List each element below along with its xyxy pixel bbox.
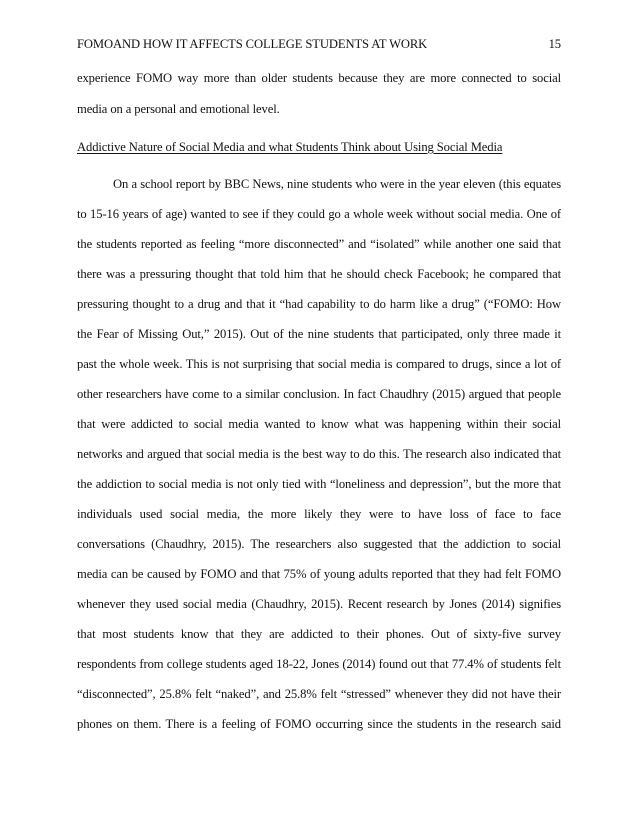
body-line: respondents from college students aged 18-22, Jones (2014) found out that 77.4% of students felt [77, 657, 561, 671]
body-line: phones on them. There is a feeling of FOMO occurring since the students in the research said [77, 717, 561, 731]
body-line: pressuring thought to a drug and that it “had capability to do harm like a drug” (“FOMO: How [77, 297, 561, 311]
running-head: FOMOAND HOW IT AFFECTS COLLEGE STUDENTS AT WORK [77, 37, 428, 51]
body-line: other researchers have come to a similar conclusion. In fact Chaudhry (2015) argued that people [77, 387, 561, 401]
body-line: the students reported as feeling “more disconnected” and “isolated” while another one said that [77, 237, 561, 251]
page-number: 15 [548, 37, 561, 51]
body-line: there was a pressuring thought that told him that he should check Facebook; he compared that [77, 267, 561, 281]
body-line: “disconnected”, 25.8% felt “naked”, and 25.8% felt “stressed” whenever they did not have their [77, 687, 561, 701]
body-line: the addiction to social media is not only tied with “loneliness and depression”, but the more that [77, 477, 561, 491]
paragraph-first-line: On a school report by BBC News, nine students who were in the year eleven (this equates [113, 177, 561, 191]
body-line: that most students know that they are addicted to their phones. Out of sixty-five survey [77, 627, 561, 641]
body-line: networks and argued that social media is the best way to do this. The research also indicated that [77, 447, 561, 461]
body-line: conversations (Chaudhry, 2015). The researchers also suggested that the addiction to social [77, 537, 561, 551]
body-line: to 15-16 years of age) wanted to see if they could go a whole week without social media. One of [77, 207, 561, 221]
section-heading: Addictive Nature of Social Media and what Students Think about Using Social Media [77, 140, 503, 154]
body-line: past the whole week. This is not surprising that social media is compared to drugs, since a lot of [77, 357, 561, 371]
body-line: individuals used social media, the more likely they were to have loss of face to face [77, 507, 561, 521]
body-line: media on a personal and emotional level. [77, 102, 280, 116]
body-line: the Fear of Missing Out,” 2015). Out of the nine students that participated, only three made it [77, 327, 561, 341]
page-header [77, 36, 561, 52]
body-line: that were addicted to social media wanted to know what was happening within their social [77, 417, 561, 431]
body-line: media can be caused by FOMO and that 75% of young adults reported that they had felt FOMO [77, 567, 561, 581]
body-line: whenever they used social media (Chaudhry, 2015). Recent research by Jones (2014) signifies [77, 597, 561, 611]
body-line: experience FOMO way more than older students because they are more connected to social [77, 71, 561, 85]
